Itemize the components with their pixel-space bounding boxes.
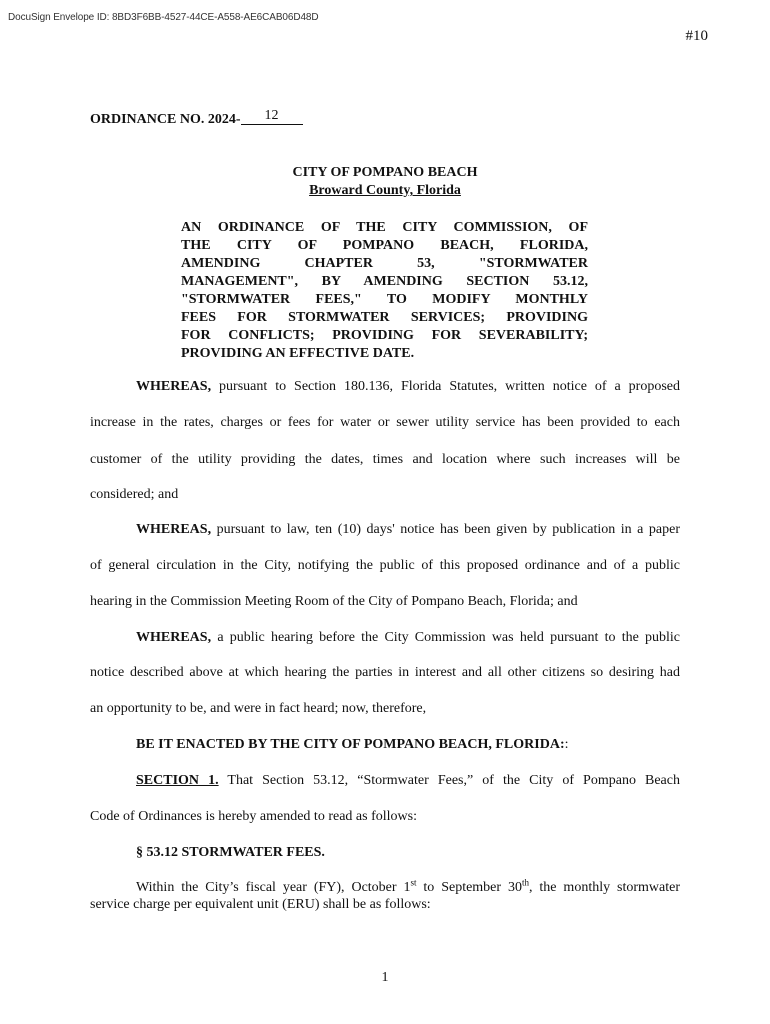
title-line: PROVIDING AN EFFECTIVE DATE. bbox=[181, 346, 415, 361]
whereas-label: WHEREAS, bbox=[136, 630, 212, 645]
title-line: AMENDING CHAPTER 53, "STORMWATER bbox=[181, 256, 588, 271]
title-line: THE CITY OF POMPANO BEACH, FLORIDA, bbox=[181, 238, 588, 253]
title-line: FEES FOR STORMWATER SERVICES; PROVIDING bbox=[181, 310, 588, 325]
whereas-3-line-3: an opportunity to be, and were in fact heard; now, therefore, bbox=[90, 701, 427, 716]
section-1-label: SECTION 1. bbox=[136, 773, 219, 788]
whereas-text: pursuant to Section 180.136, Florida Statutes, written notice of a proposed bbox=[219, 379, 680, 394]
fiscal-text: to September 30 bbox=[416, 880, 522, 895]
ordinance-number-heading bbox=[90, 108, 303, 129]
fiscal-text: Within the City’s fiscal year (FY), October 1 bbox=[136, 880, 411, 895]
title-line: MANAGEMENT", BY AMENDING SECTION 53.12, bbox=[181, 274, 588, 289]
fiscal-line-2: service charge per equivalent unit (ERU) shall be as follows: bbox=[90, 897, 431, 912]
title-line: FOR CONFLICTS; PROVIDING FOR SEVERABILITY; bbox=[181, 328, 588, 343]
whereas-1-line-1 bbox=[136, 379, 680, 395]
ordinal-suffix: st bbox=[410, 877, 417, 888]
section-1-line-1 bbox=[136, 773, 680, 789]
whereas-2-line-3: hearing in the Commission Meeting Room of the City of Pompano Beach, Florida; and bbox=[90, 594, 578, 609]
whereas-1-line-3: customer of the utility providing the dates, times and location where such increases will be bbox=[90, 452, 680, 467]
section-heading-text: § 53.12 STORMWATER FEES. bbox=[136, 845, 325, 860]
ordinance-title bbox=[181, 219, 588, 363]
section-1-line-2: Code of Ordinances is hereby amended to read as follows: bbox=[90, 809, 417, 824]
ordinance-number: 12 bbox=[241, 108, 303, 125]
whereas-1-line-4: considered; and bbox=[90, 487, 179, 502]
whereas-label: WHEREAS, bbox=[136, 379, 212, 394]
page-tag: #10 bbox=[685, 28, 708, 44]
ordinance-label: ORDINANCE NO. 2024- bbox=[90, 112, 241, 127]
docusign-envelope-id: DocuSign Envelope ID: 8BD3F6BB-4527-44CE-A558-AE6CAB06D48D bbox=[8, 12, 319, 23]
enacting-colon: : bbox=[564, 737, 569, 752]
title-line: "STORMWATER FEES," TO MODIFY MONTHLY bbox=[181, 292, 588, 307]
city-name: CITY OF POMPANO BEACH bbox=[292, 165, 478, 180]
whereas-3-line-2: notice described above at which hearing the parties in interest and all other citizens so desiring had bbox=[90, 665, 680, 680]
whereas-text: a public hearing before the City Commission was held pursuant to the public bbox=[217, 630, 681, 645]
whereas-2-line-2: of general circulation in the City, notifying the public of this proposed ordinance and of a public bbox=[90, 558, 680, 573]
fiscal-text: , the monthly stormwater bbox=[529, 880, 680, 895]
page-number: 1 bbox=[381, 970, 389, 985]
whereas-1-line-2: increase in the rates, charges or fees for water or sewer utility service has been provided to each bbox=[90, 415, 680, 430]
title-line: AN ORDINANCE OF THE CITY COMMISSION, OF bbox=[181, 220, 588, 235]
ordinal-suffix: th bbox=[521, 877, 529, 888]
section-1-text: That Section 53.12, “Stormwater Fees,” of the City of Pompano Beach bbox=[227, 773, 680, 788]
whereas-text: pursuant to law, ten (10) days' notice has been given by publication in a paper bbox=[216, 522, 681, 537]
whereas-2-line-1 bbox=[136, 522, 680, 538]
enacting-clause-text: BE IT ENACTED BY THE CITY OF POMPANO BEACH, FLORIDA: bbox=[136, 737, 565, 752]
whereas-3-line-1 bbox=[136, 630, 680, 646]
whereas-label: WHEREAS, bbox=[136, 522, 212, 537]
county-name: Broward County, Florida bbox=[309, 183, 461, 198]
section-heading bbox=[136, 845, 680, 861]
fiscal-line-1 bbox=[136, 877, 680, 896]
enacting-clause bbox=[136, 737, 680, 753]
